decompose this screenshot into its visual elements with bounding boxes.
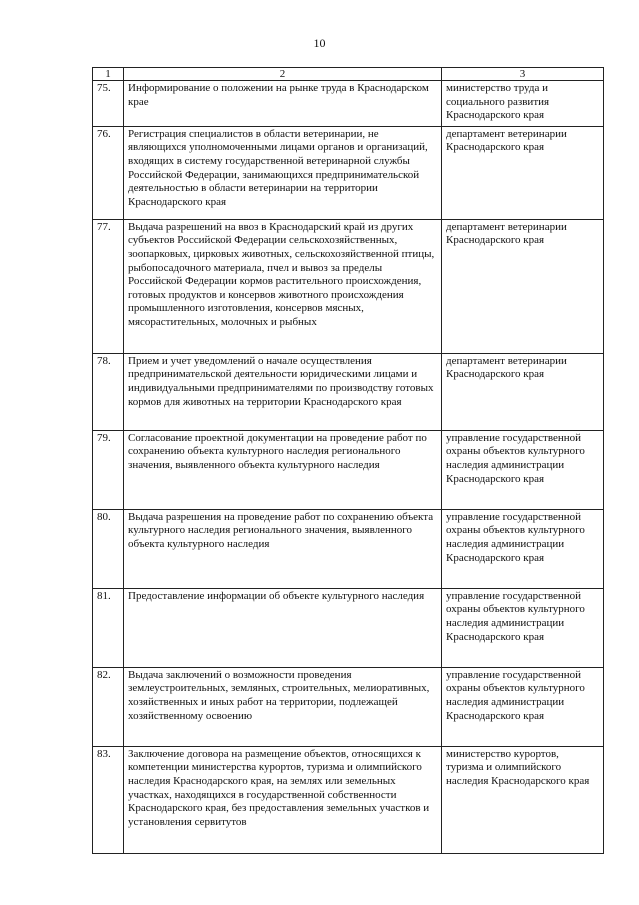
table-row [93,126,604,219]
service-name: Выдача разрешения на проведение работ по сохранению объекта культурного наследия регионального значения, выявленного объекта культурного наследия [124,509,442,588]
table-row [93,509,604,588]
responsible-authority: управление государственной охраны объектов культурного наследия администрации Краснодарского края [442,667,604,746]
table-row [93,667,604,746]
services-table [92,67,604,854]
table-row [93,219,604,353]
row-number: 81. [93,588,124,667]
row-number: 76. [93,126,124,219]
service-name: Выдача заключений о возможности проведения землеустроительных, земляных, строительных, мелиоративных, хозяйственных и иных работ на территории, подлежащей хозяйственному освоению [124,667,442,746]
responsible-authority: управление государственной охраны объектов культурного наследия администрации Краснодарского края [442,588,604,667]
column-header: 1 [93,68,124,81]
service-name: Информирование о положении на рынке труда в Краснодарском крае [124,81,442,127]
responsible-authority: департамент ветеринарии Краснодарского края [442,126,604,219]
row-number: 75. [93,81,124,127]
service-name: Регистрация специалистов в области ветеринарии, не являющихся уполномоченными лицами органов и организаций, входящих в систему государственной ветеринарной службы Российской Федерации, занимающихся предпринимательской деятельностью в области ветеринарии на территории Краснодарского края [124,126,442,219]
table-row [93,746,604,853]
page-number: 10 [313,36,326,50]
responsible-authority: департамент ветеринарии Краснодарского края [442,219,604,353]
row-number: 83. [93,746,124,853]
table-row [93,430,604,509]
row-number: 82. [93,667,124,746]
service-name: Предоставление информации об объекте культурного наследия [124,588,442,667]
table-row [93,353,604,430]
table-header-row [93,68,604,81]
row-number: 80. [93,509,124,588]
column-header: 2 [124,68,442,81]
row-number: 77. [93,219,124,353]
responsible-authority: департамент ветеринарии Краснодарского края [442,353,604,430]
service-name: Согласование проектной документации на проведение работ по сохранению объекта культурного наследия регионального значения, выявленного объекта культурного наследия [124,430,442,509]
service-name: Заключение договора на размещение объектов, относящихся к компетенции министерства курортов, туризма и олимпийского наследия Краснодарского края, на землях или земельных участках, находящихся в государственной собственности Краснодарского края, без предоставления земельных участков и установления сервитутов [124,746,442,853]
responsible-authority: министерство курортов, туризма и олимпийского наследия Краснодарского края [442,746,604,853]
service-name: Прием и учет уведомлений о начале осуществления предпринимательской деятельности юридическими лицами и индивидуальными предпринимателями по производству готовых кормов для животных на территории Краснодарского края [124,353,442,430]
responsible-authority: управление государственной охраны объектов культурного наследия администрации Краснодарского края [442,430,604,509]
row-number: 78. [93,353,124,430]
table-row [93,588,604,667]
column-header: 3 [442,68,604,81]
table-row [93,81,604,127]
responsible-authority: управление государственной охраны объектов культурного наследия администрации Краснодарского края [442,509,604,588]
service-name: Выдача разрешений на ввоз в Краснодарский край из других субъектов Российской Федерации сельскохозяйственных, зоопарковых, цирковых животных, сельскохозяйственной птицы, рыбопосадочного материала, пчел и вывоз за пределы Российской Федерации кормов растительного происхождения, готовых продуктов и консервов животного происхождения промышленного изготовления, консервов мясных, мясорастительных, молочных и рыбных [124,219,442,353]
responsible-authority: министерство труда и социального развития Краснодарского края [442,81,604,127]
row-number: 79. [93,430,124,509]
